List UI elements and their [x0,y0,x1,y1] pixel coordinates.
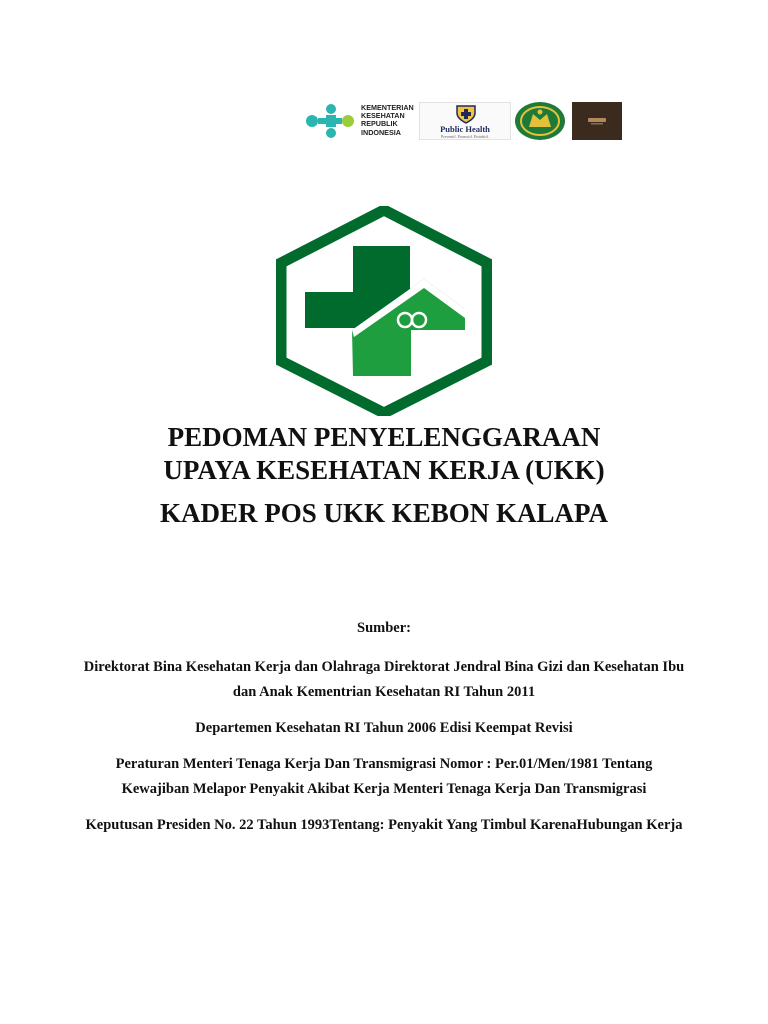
document-title [0,421,768,530]
header-logos [304,100,624,142]
shield-cross-icon [454,104,478,124]
kemenkes-icon [304,103,358,139]
sources-label: Sumber: [357,620,411,636]
public-health-logo [419,102,511,140]
source-item: Direktorat Bina Kesehatan Kerja dan Olahraga Direktorat Jendral Bina Gizi dan Kesehatan Ibu dan Anak Kementrian Kesehatan RI Tahun 2011 [83,659,685,700]
title-line-2: UPAYA KESEHATAN KERJA (UKK) [163,455,605,485]
public-health-title: Public Health [440,124,490,134]
dark-emblem-logo [572,102,622,140]
campus-emblem-logo [513,100,567,142]
bakti-husada-logo [276,206,492,416]
sources-section [80,616,688,849]
source-item: Keputusan Presiden No. 22 Tahun 1993Tentang: Penyakit Yang Timbul KarenaHubungan Kerja [85,817,683,833]
kemenkes-text: KEMENTERIAN KESEHATAN REPUBLIK INDONESIA [361,103,414,137]
title-line-3: KADER POS UKK KEBON KALAPA [159,498,609,528]
kemenkes-logo [304,100,416,142]
public-health-subtitle: Preventif. Promotif. Protektif. [441,134,489,139]
dark-emblem-icon [572,102,622,140]
source-item: Peraturan Menteri Tenaga Kerja Dan Transmigrasi Nomor : Per.01/Men/1981 Tentang Kewajiban Melapor Penyakit Akibat Kerja Menteri Tenaga Kerja Dan Transmigrasi [115,756,653,797]
title-line-1: PEDOMAN PENYELENGGARAAN [167,422,601,452]
source-item: Departemen Kesehatan RI Tahun 2006 Edisi Keempat Revisi [195,720,573,736]
campus-emblem-icon [513,100,567,142]
